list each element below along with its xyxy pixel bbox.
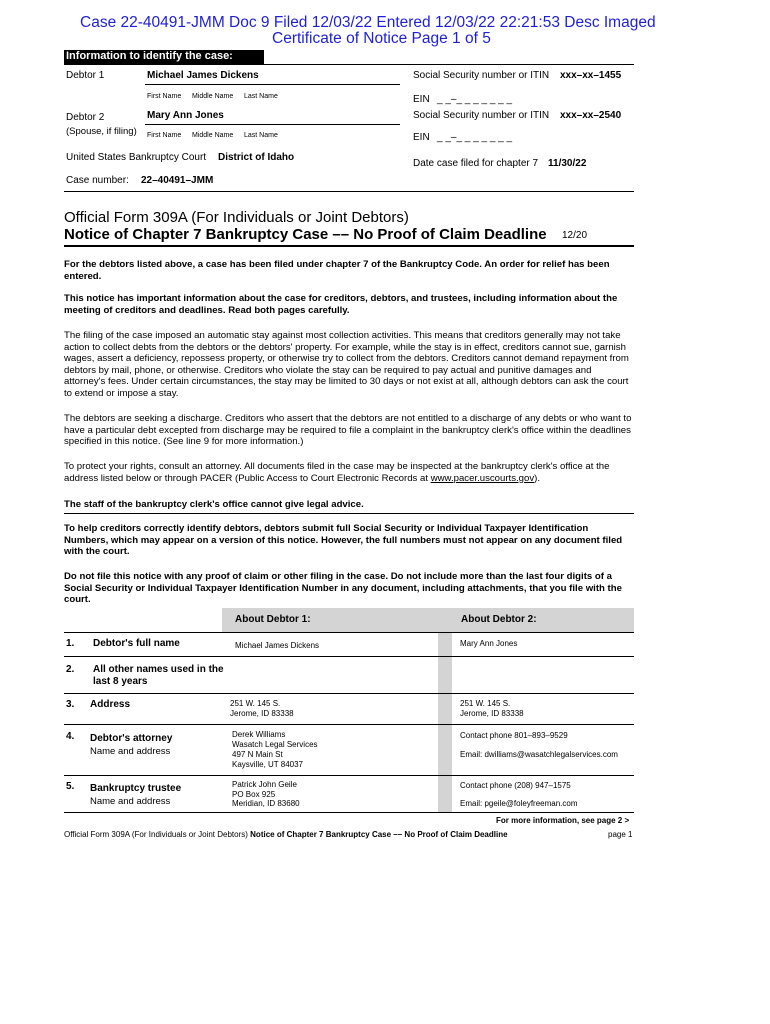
row3-debtor2-city: Jerome, ID 83338 — [460, 709, 524, 718]
date-filed-value: 11/30/22 — [548, 158, 587, 169]
form-version: 12/20 — [562, 230, 588, 241]
debtor2-last-name-caption: Last Name — [244, 132, 278, 139]
debtor2-name-rule — [145, 124, 400, 125]
table-rule-1 — [64, 656, 634, 657]
ein2-label: EIN — [413, 132, 430, 143]
row3-label: Address — [90, 699, 131, 710]
row2-number: 2. — [66, 664, 75, 675]
header-bottom-rule — [64, 191, 634, 192]
row4-label: Debtor's attorney — [90, 733, 173, 744]
ssn1-label: Social Security number or ITIN — [413, 70, 550, 81]
row1-label: Debtor's full name — [93, 638, 180, 649]
footer-page — [608, 830, 632, 839]
row5-trustee-street: PO Box 925 — [232, 790, 276, 799]
title-rule — [64, 245, 634, 247]
case-info-header-title: Information to identify the case: — [66, 50, 233, 62]
table-rule-5 — [64, 812, 634, 813]
debtor1-label: Debtor 1 — [66, 70, 105, 81]
paragraph-case-filed: For the debtors listed above, a case has been filed under chapter 7 of the Bankruptcy Code. An order for relief has been entered. — [64, 259, 610, 282]
header-rule — [64, 64, 634, 65]
row2-label-line2: last 8 years — [93, 676, 148, 687]
advice-rule — [64, 513, 634, 514]
row4-number: 4. — [66, 731, 75, 742]
paragraph-discharge: The debtors are seeking a discharge. Creditors who assert that the debtors are not entitled to a discharge of any debts or who want to have a particular debt excepted from discharge may be required to file a complaint in the bankruptcy clerk's office within the deadlines specified in this notice. (See line 9 for more information.) — [64, 413, 632, 448]
row3-debtor2-street: 251 W. 145 S. — [460, 699, 511, 708]
form-title: Official Form 309A (For Individuals or Joint Debtors) — [64, 209, 409, 226]
row5-trustee-phone: Contact phone (208) 947–1575 — [460, 781, 571, 790]
ein1-value: _ _–_ _ _ _ _ _ _ — [437, 94, 513, 105]
table-col-debtor2: About Debtor 2: — [461, 614, 537, 625]
debtor1-name: Michael James Dickens — [147, 70, 259, 81]
row1-debtor1-name: Michael James Dickens — [235, 641, 320, 650]
table-rule-0 — [64, 632, 634, 633]
protect-rights-text: To protect your rights, consult an attorney. All documents filed in the case may be inspected at the bankruptcy clerk's office at the address listed below or through PACER (Public Access to Court Electronic Records at — [64, 461, 610, 484]
row3-debtor1-city: Jerome, ID 83338 — [230, 709, 294, 718]
court-stamp-line2: Certificate of Notice Page 1 of 5 — [272, 30, 491, 47]
ssn1-value: xxx–xx–1455 — [560, 70, 622, 81]
debtor1-first-name-caption: First Name — [147, 93, 182, 100]
debtor1-name-rule — [145, 84, 400, 85]
row2-label: All other names used in the — [93, 664, 224, 675]
debtor2-name: Mary Ann Jones — [147, 110, 224, 121]
row4-attorney-firm: Wasatch Legal Services — [232, 740, 318, 749]
debtor2-middle-name-caption: Middle Name — [192, 132, 234, 139]
table-col-debtor1: About Debtor 1: — [235, 614, 311, 625]
table-rule-2 — [64, 693, 634, 694]
table-rule-3 — [64, 724, 634, 725]
more-info-note: For more information, see page 2 > — [496, 816, 630, 825]
footer-form-name: Official Form 309A (For Individuals or Joint Debtors) — [64, 830, 248, 839]
debtor1-middle-name-caption: Middle Name — [192, 93, 234, 100]
footer-page-number: page 1 — [608, 830, 633, 839]
court-label: United States Bankruptcy Court — [66, 152, 207, 163]
row3-number: 3. — [66, 699, 75, 710]
paragraph-do-not-file: Do not file this notice with any proof of claim or other filing in the case. Do not include more than the last four digits of a Social Security or Individual Taxpayer Identification Number in any document, including attachments, that you file with the court. — [64, 571, 622, 606]
paragraph-no-legal-advice: The staff of the bankruptcy clerk's office cannot give legal advice. — [64, 499, 364, 510]
paragraph-automatic-stay: The filing of the case imposed an automatic stay against most collection activities. This means that creditors generally may not take action to collect debts from the debtors or the debtors' property. For example, while the stay is in effect, creditors cannot sue, garnish wages, assert a deficiency, repossess property, or otherwise try to collect from the debtors. Creditors cannot demand repayment from debtors by mail, phone, or otherwise. Creditors who violate the stay can be required to pay actual and punitive damages and attorney's fees. Under certain circumstances, the stay may be limited to 30 days or not exist at all, although debtors can ask the court to extend or impose a stay. — [64, 330, 629, 399]
paragraph-protect-rights — [64, 461, 634, 484]
row5-number: 5. — [66, 781, 75, 792]
pacer-link[interactable]: www.pacer.uscourts.gov — [430, 472, 535, 484]
court-stamp-line1: Case 22-40491-JMM Doc 9 Filed 12/03/22 Entered 12/03/22 22:21:53 Desc Imaged — [80, 14, 656, 31]
debtor2-label: Debtor 2 — [66, 112, 105, 123]
form-subtitle: Notice of Chapter 7 Bankruptcy Case –– No Proof of Claim Deadline — [64, 226, 547, 243]
paragraph-identify-debtors: To help creditors correctly identify debtors, debtors submit full Social Security or Individual Taxpayer Identification Numbers, which may appear on a version of this notice. However, the full numbers must not appear on any document filed with the court. — [64, 523, 623, 558]
row4-sub-label: Name and address — [90, 746, 171, 757]
row5-sub-label: Name and address — [90, 796, 171, 807]
table-rule-4 — [64, 775, 634, 776]
row5-trustee-email[interactable]: Email: pgeile@foleyfreeman.com — [460, 799, 578, 808]
row4-attorney-street: 497 N Main St — [232, 750, 283, 759]
ein2-value: _ _–_ _ _ _ _ _ _ — [437, 132, 513, 143]
paragraph-important-info: This notice has important information about the case for creditors, debtors, and trustees, including information about the meeting of creditors and deadlines. Read both pages carefully. — [64, 293, 618, 316]
ssn2-label: Social Security number or ITIN — [413, 110, 550, 121]
row4-attorney-phone: Contact phone 801–893–9529 — [460, 731, 568, 740]
row4-attorney-city: Kaysville, UT 84037 — [232, 760, 303, 769]
footer-form-title: Notice of Chapter 7 Bankruptcy Case –– No Proof of Claim Deadline — [250, 830, 508, 839]
table-divider-shade — [438, 632, 452, 812]
case-number-label: Case number: — [66, 175, 129, 186]
row1-debtor2-name: Mary Ann Jones — [460, 639, 518, 648]
court-value: District of Idaho — [218, 152, 295, 163]
ein1-label: EIN — [413, 94, 430, 105]
case-info-header-bar — [64, 50, 264, 64]
protect-rights-end: ). — [534, 472, 541, 484]
debtor2-first-name-caption: First Name — [147, 132, 182, 139]
ssn2-value: xxx–xx–2540 — [560, 110, 622, 121]
debtor1-last-name-caption: Last Name — [244, 93, 278, 100]
row4-attorney-email[interactable]: Email: dwilliams@wasatchlegalservices.com — [460, 750, 618, 759]
row3-debtor1-street: 251 W. 145 S. — [230, 699, 281, 708]
row5-trustee-name: Patrick John Geile — [232, 780, 297, 789]
debtor2-sub-label: (Spouse, if filing) — [66, 126, 137, 137]
row5-trustee-city: Meridian, ID 83680 — [232, 799, 300, 808]
row5-label: Bankruptcy trustee — [90, 783, 182, 794]
row4-attorney-name: Derek Williams — [232, 730, 286, 739]
row1-number: 1. — [66, 638, 75, 649]
case-number-value: 22–40491–JMM — [141, 175, 214, 186]
footer-form-line — [64, 830, 508, 839]
date-filed-label: Date case filed for chapter 7 — [413, 158, 539, 169]
